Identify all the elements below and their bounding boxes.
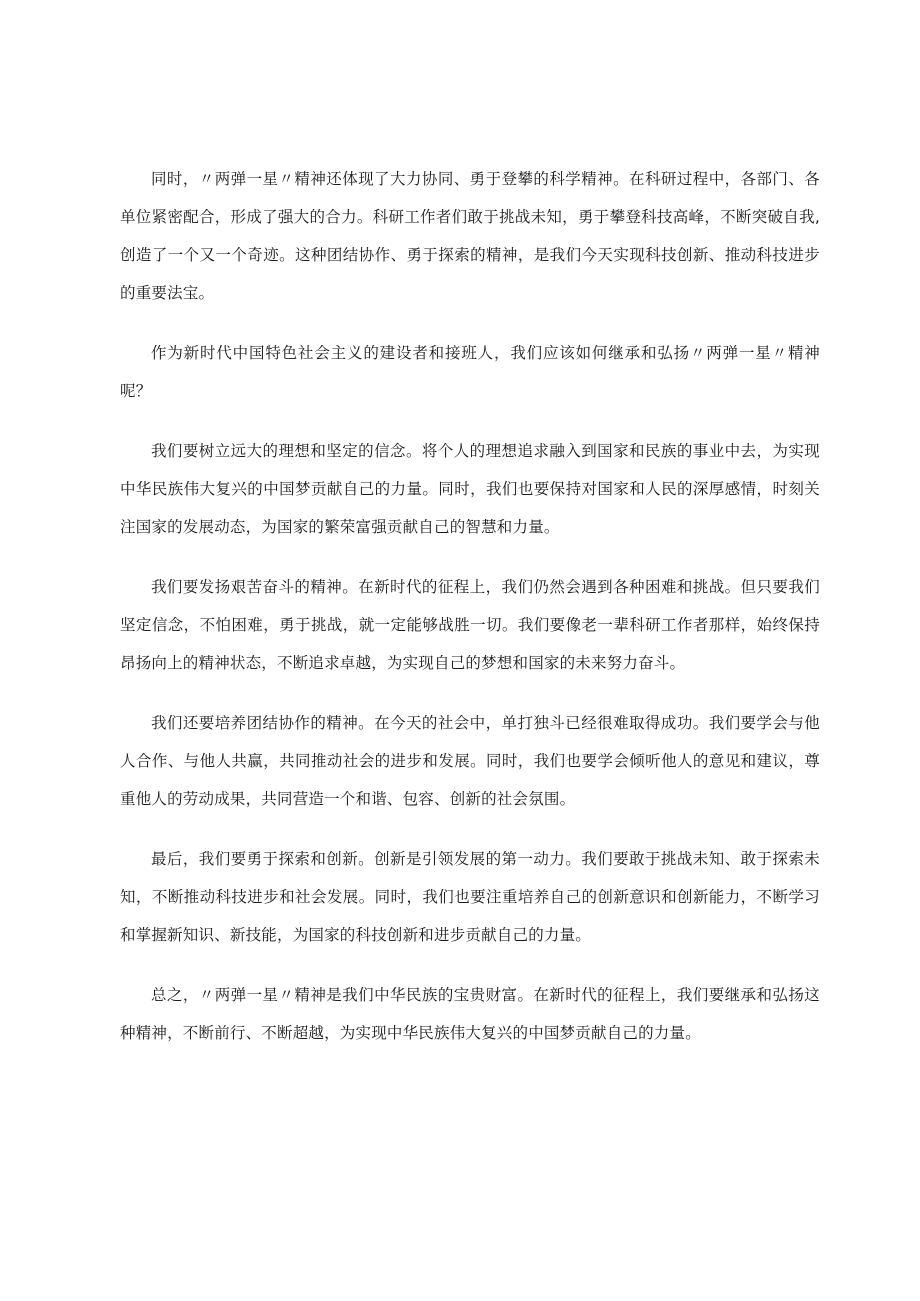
- paragraph-hard-work: 我们要发扬艰苦奋斗的精神。在新时代的征程上，我们仍然会遇到各种困难和挑战。但只要我们坚定信念，不怕困难，勇于挑战，就一定能够战胜一切。我们要像老一辈科研工作者那样，始终保持昂扬向上的精神状态，不断追求卓越，为实现自己的梦想和国家的未来努力奋斗。: [120, 578, 820, 672]
- paragraph-innovation: 最后，我们要勇于探索和创新。创新是引领发展的第一动力。我们要敢于挑战未知、敢于探索未知，不断推动科技进步和社会发展。同时，我们也要注重培养自己的创新意识和创新能力，不断学习和掌握新知识、新技能，为国家的科技创新和进步贡献自己的力量。: [120, 850, 820, 944]
- document-body: [120, 160, 820, 1074]
- paragraph-ideals: 我们要树立远大的理想和坚定的信念。将个人的理想追求融入到国家和民族的事业中去，为实现中华民族伟大复兴的中国梦贡献自己的力量。同时，我们也要保持对国家和人民的深厚感情，时刻关注国家的发展动态，为国家的繁荣富强贡献自己的智慧和力量。: [120, 442, 820, 536]
- paragraph-question: 作为新时代中国特色社会主义的建设者和接班人，我们应该如何继承和弘扬〃两弹一星〃精神呢？: [120, 344, 820, 400]
- paragraph-teamwork-spirit: 同时，〃两弹一星〃精神还体现了大力协同、勇于登攀的科学精神。在科研过程中，各部门、各单位紧密配合，形成了强大的合力。科研工作者们敢于挑战未知，勇于攀登科技高峰，不断突破自我,创造了一个又一个奇迹。这种团结协作、勇于探索的精神，是我们今天实现科技创新、推动科技进步的重要法宝。: [120, 170, 820, 302]
- paragraph-conclusion: 总之，〃两弹一星〃精神是我们中华民族的宝贵财富。在新时代的征程上，我们要继承和弘扬这种精神，不断前行、不断超越，为实现中华民族伟大复兴的中国梦贡献自己的力量。: [120, 986, 820, 1042]
- paragraph-collaboration: 我们还要培养团结协作的精神。在今天的社会中，单打独斗已经很难取得成功。我们要学会与他人合作、与他人共赢，共同推动社会的进步和发展。同时，我们也要学会倾听他人的意见和建议，尊重他人的劳动成果，共同营造一个和谐、包容、创新的社会氛围。: [120, 714, 820, 808]
